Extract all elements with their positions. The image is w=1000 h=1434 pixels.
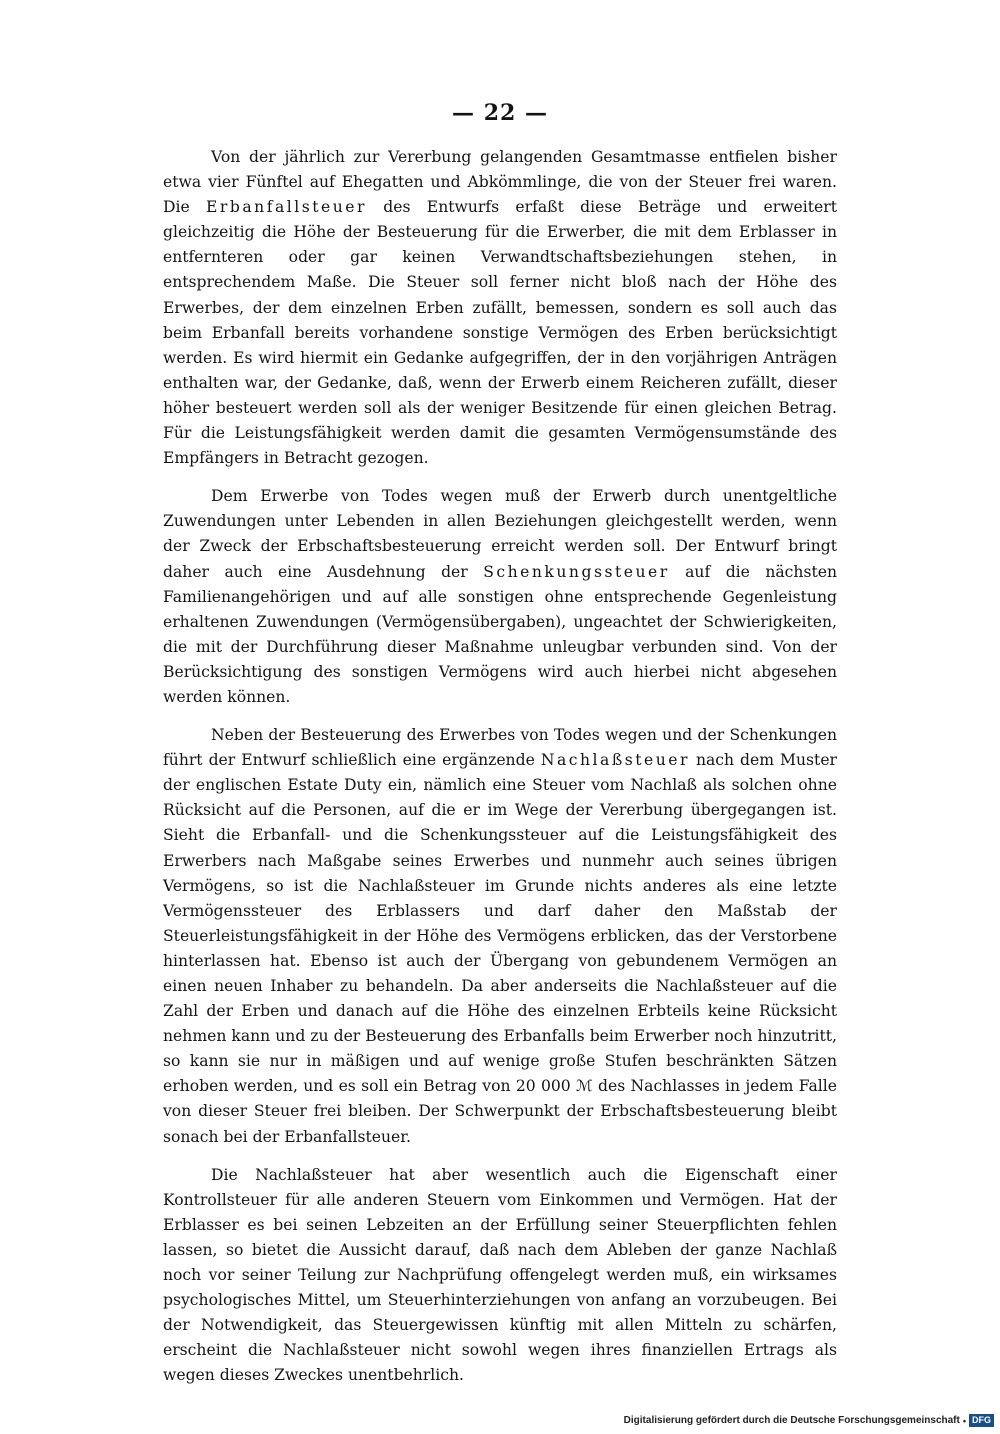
dfg-logo-icon: DFG [969, 1414, 994, 1427]
paragraph-4 [163, 1163, 837, 1389]
paragraph-1 [163, 145, 837, 471]
paragraph-1-text-a: Von der jährlich zur Vererbung gelangenden Gesamtmasse entfielen bisher etwa vier Fünftel auf Ehegatten und Abkömmlinge, die von der Steuer frei waren. Die [163, 148, 837, 217]
digitization-footer [624, 1414, 994, 1427]
paragraph-3 [163, 723, 837, 1150]
paragraph-3-text-b: nach dem Muster der englischen Estate Duty ein, nämlich eine Steuer vom Nachlaß als solchen ohne Rücksicht auf die Personen, auf die er im Wege der Vererbung übergegangen ist. Sieht die Erbanfall- und die Schenkungssteuer auf die Leistungsfähigkeit des Erwerbers nach Maßgabe seines Erwerbes und nunmehr auch seines übrigen Vermögens, so ist die Nachlaßsteuer im Grunde nichts anderes als eine letzte Vermögenssteuer des Erblassers und darf daher den Maßstab der Steuerleistungsfähigkeit in der Höhe des Vermögens erblicken, das der Verstorbene hinterlassen hat. Ebenso ist auch der Übergang von gebundenem Vermögen an einen neuen Inhaber zu behandeln. Da aber anderseits die Nachlaßsteuer auf die Zahl der Erben und danach auf die Höhe des einzelnen Erbteils keine Rücksicht nehmen kann und zu der Besteuerung des Erbanfalls beim Erwerber noch hinzutritt, so kann sie nur in mäßigen und auf wenige große Stufen beschränkten Sätzen erhoben werden, und es soll ein Betrag von 20 000 ℳ des Nachlasses in jedem Falle von dieser Steuer frei bleiben. Der Schwerpunkt der Erbschaftsbesteuerung bleibt sonach bei der Erbanfallsteuer. [163, 751, 837, 1146]
paragraph-2-text-a: Dem Erwerbe von Todes wegen muß der Erwerb durch unentgeltliche Zuwendungen unter Lebenden in allen Beziehungen gleichgestellt werden, wenn der Zweck der Erbschaftsbesteuerung erreicht werden soll. Der Entwurf bringt daher auch eine Ausdehnung der [163, 487, 837, 581]
body-text [163, 145, 837, 1402]
paragraph-3-emphasis: Nachlaßsteuer [540, 751, 690, 770]
page-number: — 22 — [452, 100, 548, 126]
footer-separator: • [962, 1415, 966, 1426]
paragraph-3-text-a: Neben der Besteuerung des Erwerbes von Todes wegen und der Schenkungen führt der Entwurf schließlich eine ergänzende [163, 726, 837, 770]
paragraph-2 [163, 484, 837, 710]
footer-text: Digitalisierung gefördert durch die Deutsche Forschungsgemeinschaft [623, 1415, 960, 1426]
paragraph-1-emphasis: Erbanfallsteuer [206, 198, 367, 217]
paragraph-1-text-b: des Entwurfs erfaßt diese Beträge und erweitert gleichzeitig die Höhe der Besteuerung für die Erwerber, die mit dem Erblasser in entfernteren oder gar keinen Verwandtschaftsbeziehungen stehen, in entsprechendem Maße. Die Steuer soll ferner nicht bloß nach der Höhe des Erwerbes, der dem einzelnen Erben zufällt, bemessen, sondern es soll auch das beim Erbanfall bereits vorhandene sonstige Vermögen des Erben berücksichtigt werden. Es wird hiermit ein Gedanke aufgegriffen, der in den vorjährigen Anträgen enthalten war, der Gedanke, daß, wenn der Erwerb einem Reicheren zufällt, dieser höher besteuert werden soll als der weniger Besitzende für einen gleichen Betrag. Für die Leistungsfähigkeit werden damit die gesamten Vermögensumstände des Empfängers in Betracht gezogen. [163, 198, 837, 468]
paragraph-2-emphasis: Schenkungssteuer [483, 562, 670, 581]
paragraph-2-text-b: auf die nächsten Familienangehörigen und auf alle sonstigen ohne entsprechende Gegenleistung erhaltenen Zuwendungen (Vermögensübergaben), ungeachtet der Schwierigkeiten, die mit der Durchführung dieser Maßnahme unleugbar verbunden sind. Von der Berücksichtigung des sonstigen Vermögens wird auch hierbei nicht abgesehen werden können. [163, 562, 838, 706]
paragraph-4-text-a: Die Nachlaßsteuer hat aber wesentlich auch die Eigenschaft einer Kontrollsteuer für alle anderen Steuern vom Einkommen und Vermögen. Hat der Erblasser es bei seinen Lebzeiten an der Erfüllung seiner Steuerpflichten fehlen lassen, so bietet die Aussicht darauf, daß nach dem Ableben der ganze Nachlaß noch vor seiner Teilung zur Nachprüfung offengelegt werden muß, ein wirksames psychologisches Mittel, um Steuerhinterziehungen von anfang an vorzubeugen. Bei der Notwendigkeit, das Steuergewissen künftig mit allen Mitteln zu schärfen, erscheint die Nachlaßsteuer nicht sowohl wegen ihres finanziellen Ertrags als wegen dieses Zweckes unentbehrlich. [163, 1165, 837, 1385]
